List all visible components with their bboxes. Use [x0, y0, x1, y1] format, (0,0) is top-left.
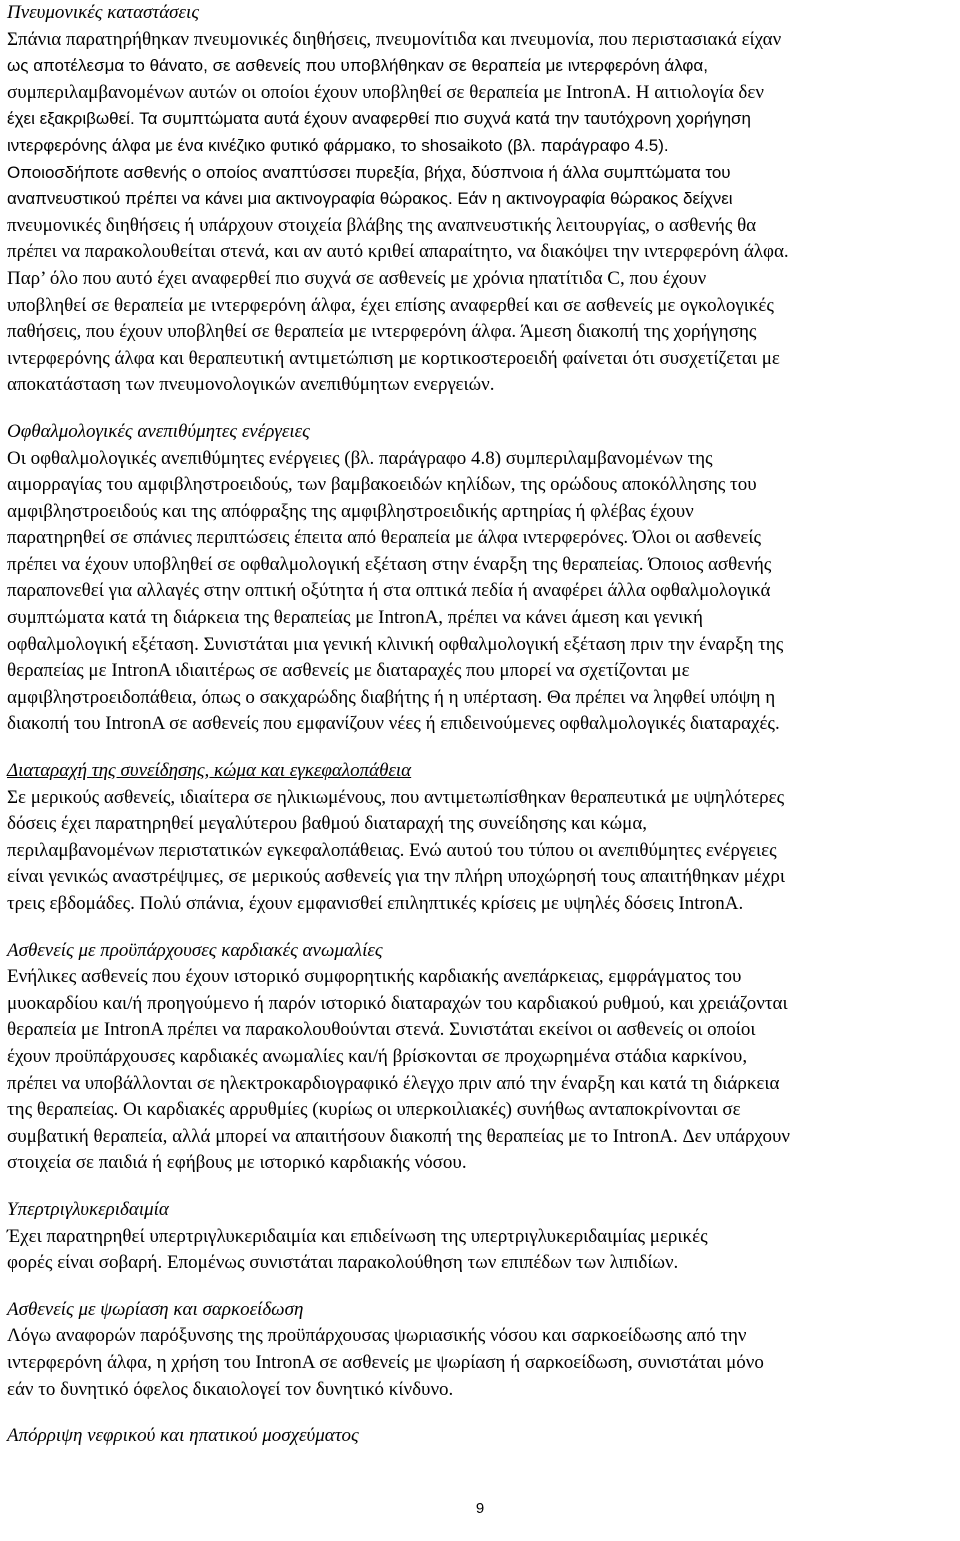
text-line: Έχει παρατηρηθεί υπερτριγλυκεριδαιμία και επιδείνωση της υπερτριγλυκεριδαιμίας μερικές — [7, 1225, 708, 1247]
text-line: μυοκαρδίου και/ή προηγούμενο ή παρόν ιστορικό διαταραχών του καρδιακού ρυθμού, και χρειάζονται — [7, 992, 788, 1014]
text-line: πνευμονικές διηθήσεις ή υπάρχουν στοιχεία βλάβης της αναπνευστικής λειτουργίας, ο ασθενής θα — [7, 214, 757, 236]
text-line: Ενήλικες ασθενείς που έχουν ιστορικό συμφορητικής καρδιακής ανεπάρκειας, εμφράγματος του — [7, 966, 742, 988]
text-line: εάν το δυνητικό όφελος δικαιολογεί τον δυνητικό κίνδυνο. — [7, 1378, 454, 1400]
text-line: ιντερφερόνης άλφα και θεραπευτική αντιμετώπιση με κορτικοστεροειδή φαίνεται ότι συσχετίζεται με — [7, 347, 780, 369]
text-line: αιμορραγίας του αμφιβληστροειδούς, των βαμβακοειδών κηλίδων, της ορώδους αποκόλλησης του — [7, 474, 757, 496]
text-line: συμβατική θεραπεία, αλλά μπορεί να απαιτήσουν διακοπή της θεραπείας με το IntronA. Δεν υπάρχουν — [7, 1125, 790, 1147]
section-paragraph — [7, 1323, 953, 1403]
section-paragraph — [7, 1224, 953, 1277]
text-line: φορές είναι σοβαρή. Επομένως συνιστάται παρακολούθηση των επιπέδων των λιπιδίων. — [7, 1252, 679, 1274]
text-line: παρατηρηθεί σε σπάνιες περιπτώσεις έπειτα από θεραπεία με άλφα ιντερφερόνες. Όλοι οι ασθενείς — [7, 527, 762, 549]
text-line: οφθαλμολογική εξέταση. Συνιστάται μια γενική κλινική οφθαλμολογική εξέταση πριν την έναρξη της — [7, 633, 784, 655]
text-line: τρεις εβδομάδες. Πολύ σπάνια, έχουν εμφανισθεί επιληπτικές κρίσεις με υψηλές δόσεις IntronA. — [7, 893, 744, 914]
section — [7, 1297, 953, 1403]
text-line: αμφιβληστροειδοπάθεια, όπως ο σακχαρώδης διαβήτης ή η υπέρταση. Θα πρέπει να ληφθεί υπόψη η — [7, 686, 776, 708]
text-line: Οι οφθαλμολογικές ανεπιθύμητες ενέργειες (βλ. παράγραφο 4.8) συμπεριλαμβανομένων της — [7, 447, 713, 469]
page-number: 9 — [475, 1500, 485, 1517]
section — [7, 1197, 953, 1277]
text-line: θεραπείας με IntronA ιδιαιτέρως σε ασθενείς με διαταραχές που μπορεί να σχετίζονται με — [7, 660, 690, 682]
section-paragraph — [7, 446, 953, 739]
text-line: πρέπει να έχουν υποβληθεί σε οφθαλμολογική εξέταση στην έναρξη της θεραπείας. Όποιος ασθενής — [7, 553, 772, 575]
text-line: στοιχεία σε παιδιά ή εφήβους με ιστορικό καρδιακής νόσου. — [7, 1152, 467, 1174]
text-line: συμπτώματα κατά τη διάρκεια της θεραπείας με IntronA, πρέπει να κάνει άμεση και γενική — [7, 607, 703, 629]
section-heading: Οφθαλμολογικές ανεπιθύμητες ενέργειες — [7, 420, 310, 442]
text-line: της θεραπείας. Οι καρδιακές αρρυθμίες (κυρίως οι υπερκοιλιακές) συνήθως ανταποκρίνονται σε — [7, 1099, 741, 1121]
section — [7, 0, 953, 399]
section-paragraph — [7, 785, 953, 918]
text-line: υποβληθεί σε θεραπεία με ιντερφερόνη άλφα, έχει επίσης αναφερθεί και σε ασθενείς με ογκολογικές — [7, 294, 774, 316]
section-heading: Ασθενείς με προϋπάρχουσες καρδιακές ανωμαλίες — [7, 939, 383, 961]
text-line: έχουν προϋπάρχουσες καρδιακές ανωμαλίες και/ή βρίσκονται σε προχωρημένα στάδια καρκίνου, — [7, 1045, 748, 1067]
text-line: αποκατάσταση των πνευμονολογικών ανεπιθύμητων ενεργειών. — [7, 374, 495, 396]
text-line: Λόγω αναφορών παρόξυνσης της προϋπάρχουσας ψωριασικής νόσου και σαρκοείδωσης από την — [7, 1325, 747, 1347]
section — [7, 938, 953, 1177]
text-line: διακοπή του IntronA σε ασθενείς που εμφανίζουν νέες ή επιδεινούμενες οφθαλμολογικές διαταραχές. — [7, 713, 780, 735]
text-line: δόσεις έχει παρατηρηθεί μεγαλύτερου βαθμού διαταραχή της συνείδησης και κώμα, — [7, 813, 648, 835]
text-line: συμπεριλαμβανομένων αυτών οι οποίοι έχουν υποβληθεί σε θεραπεία με IntronA. Η αιτιολογία δεν — [7, 81, 764, 103]
text-line: πρέπει να παρακολουθείται στενά, και αν αυτό κριθεί απαραίτητο, να διακόψει την ιντερφερόνη άλφα. — [7, 241, 789, 263]
text-line: έχει εξακριβωθεί. Τα συμπτώματα αυτά έχουν αναφερθεί πιο συχνά κατά την ταυτόχρονη χορήγηση — [7, 109, 751, 129]
text-line: αναπνευστικού πρέπει να κάνει μια ακτινογραφία θώρακος. Εάν η ακτινογραφία θώρακος δείχνει — [7, 189, 733, 209]
text-line: Οποιοσδήποτε ασθενής ο οποίος αναπτύσσει πυρεξία, βήχα, δύσπνοια ή άλλα συμπτώματα του — [7, 162, 731, 182]
section — [7, 1423, 953, 1450]
section-paragraph — [7, 964, 953, 1177]
text-line: παθήσεις, που έχουν υποβληθεί σε θεραπεία με ιντερφερόνη άλφα. Άμεση διακοπή της χορήγησης — [7, 321, 757, 343]
section-heading: Απόρριψη νεφρικού και ηπατικού μοσχεύματος — [7, 1425, 359, 1447]
text-line: ιντερφερόνη άλφα, η χρήση του IntronA σε ασθενείς με ψωρίαση ή σαρκοείδωση, συνιστάται μόνο — [7, 1351, 764, 1373]
text-line: πρέπει να υποβάλλονται σε ηλεκτροκαρδιογραφικό έλεγχο πριν από την έναρξη και κατά τη διάρκεια — [7, 1072, 780, 1094]
text-line: ως αποτέλεσμα το θάνατο, σε ασθενείς που υποβλήθηκαν σε θεραπεία με ιντερφερόνη άλφα, — [7, 56, 708, 76]
document-page — [7, 0, 953, 1541]
text-line: παραπονεθεί για αλλαγές στην οπτική οξύτητα ή στα οπτικά πεδία ή αναφέρει άλλα οφθαλμολογικά — [7, 580, 771, 602]
section-heading: Διαταραχή της συνείδησης, κώμα και εγκεφαλοπάθεια — [7, 760, 412, 782]
text-line: Σε μερικούς ασθενείς, ιδιαίτερα σε ηλικιωμένους, που αντιμετωπίσθηκαν θεραπευτικά με υψηλότερες — [7, 786, 785, 808]
section-heading: Πνευμονικές καταστάσεις — [7, 2, 200, 23]
text-line: θεραπεία με IntronA πρέπει να παρακολουθούνται στενά. Συνιστάται εκείνοι οι ασθενείς οι οποίοι — [7, 1019, 756, 1041]
section — [7, 419, 953, 738]
text-line: ιντερφερόνης άλφα με ένα κινέζικο φυτικό φάρμακο, το shosaikoto (βλ. παράγραφο 4.5). — [7, 135, 669, 155]
section-paragraph — [7, 27, 953, 399]
section — [7, 758, 953, 918]
section-heading: Υπερτριγλυκεριδαιμία — [7, 1198, 169, 1220]
text-line: αμφιβληστροειδούς και της απόφραξης της αμφιβληστροειδικής αρτηρίας ή φλέβας έχουν — [7, 500, 694, 522]
text-line: Σπάνια παρατηρήθηκαν πνευμονικές διηθήσεις, πνευμονίτιδα και πνευμονία, που περιστασιακά είχαν — [7, 28, 782, 50]
text-line: Παρ’ όλο που αυτό έχει αναφερθεί πιο συχνά σε ασθενείς με χρόνια ηπατίτιδα C, που έχουν — [7, 267, 707, 289]
text-line: είναι γενικώς αναστρέψιμες, σε μερικούς ασθενείς για την πλήρη υποχώρησή τους απαιτήθηκαν μέχρι — [7, 866, 785, 888]
section-heading: Ασθενείς με ψωρίαση και σαρκοείδωση — [7, 1298, 304, 1320]
text-line: περιλαμβανομένων περιστατικών εγκεφαλοπάθειας. Ενώ αυτού του τύπου οι ανεπιθύμητες ενέργειες — [7, 839, 777, 861]
